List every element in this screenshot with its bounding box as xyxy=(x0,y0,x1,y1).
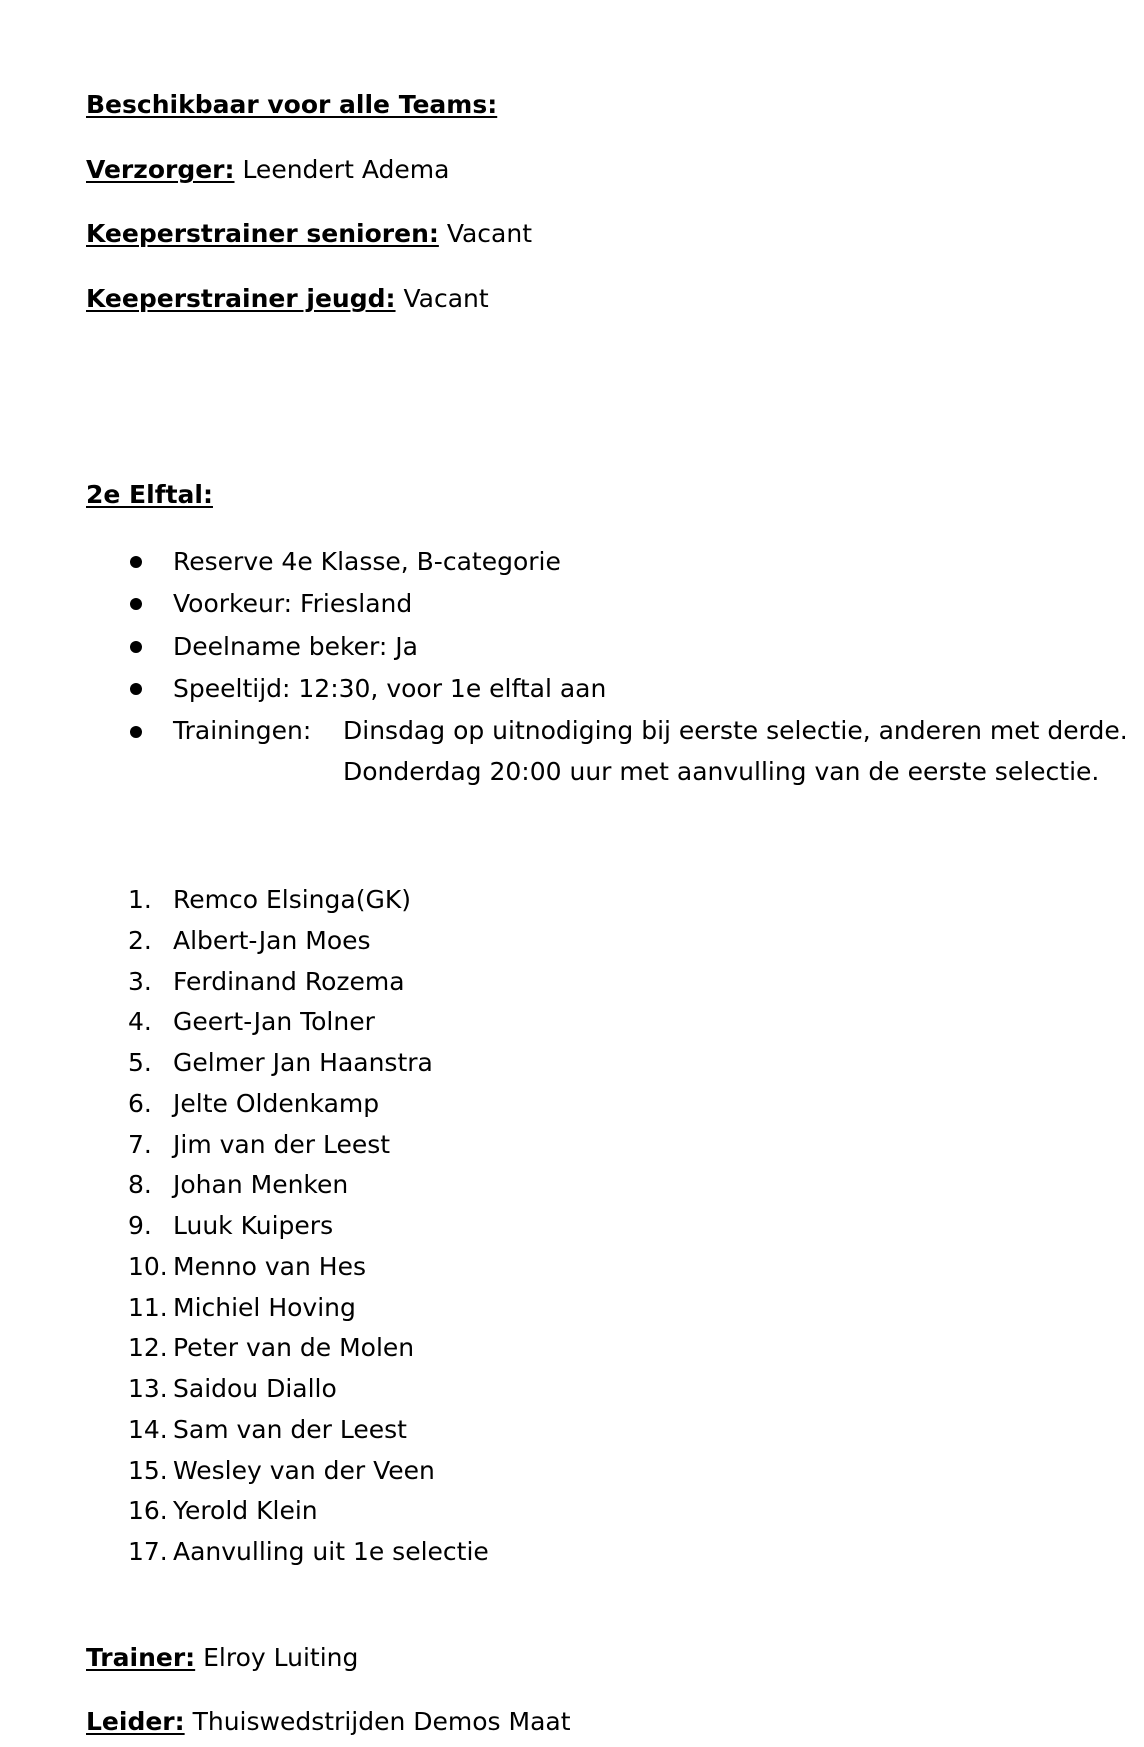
staff-label: Leider: xyxy=(86,1707,185,1736)
player-number: 2. xyxy=(128,926,152,955)
player-number: 11. xyxy=(128,1293,168,1322)
player-name: Peter van de Molen xyxy=(173,1333,415,1362)
role-label: Keeperstrainer jeugd: xyxy=(86,284,396,313)
player-number: 10. xyxy=(128,1252,168,1281)
player-number: 4. xyxy=(128,1007,152,1036)
player-number: 17. xyxy=(128,1537,168,1566)
bullet-item: Speeltijd: 12:30, voor 1e elftal aan xyxy=(173,674,607,703)
staff-label: Trainer: xyxy=(86,1643,196,1672)
bullet-item: Deelname beker: Ja xyxy=(173,632,418,661)
role-label: Keeperstrainer senioren: xyxy=(86,219,439,248)
player-name: Menno van Hes xyxy=(173,1252,366,1281)
staff-leider xyxy=(86,1707,571,1737)
player-name: Jim van der Leest xyxy=(173,1130,391,1159)
player-name: Saidou Diallo xyxy=(173,1374,337,1403)
player-number: 13. xyxy=(128,1374,168,1403)
role-value: Vacant xyxy=(395,284,489,313)
team-heading-text: 2e Elftal: xyxy=(86,480,213,509)
player-name: Albert-Jan Moes xyxy=(173,926,371,955)
player-name: Aanvulling uit 1e selectie xyxy=(173,1537,489,1566)
general-heading xyxy=(86,90,497,120)
player-number: 5. xyxy=(128,1048,152,1077)
bullet-dot xyxy=(130,598,142,610)
player-name: Jelte Oldenkamp xyxy=(173,1089,380,1118)
player-number: 7. xyxy=(128,1130,152,1159)
player-number: 16. xyxy=(128,1496,168,1525)
player-number: 15. xyxy=(128,1456,168,1485)
player-name: Gelmer Jan Haanstra xyxy=(173,1048,433,1077)
player-name: Luuk Kuipers xyxy=(173,1211,334,1240)
bullet-dot xyxy=(130,726,142,738)
role-keeperstrainer-senioren xyxy=(86,219,532,249)
role-keeperstrainer-jeugd xyxy=(86,284,489,314)
bullet-item: Voorkeur: Friesland xyxy=(173,589,413,618)
trainingen-label: Trainingen: xyxy=(173,716,312,745)
player-name: Johan Menken xyxy=(173,1170,349,1199)
player-number: 12. xyxy=(128,1333,168,1362)
general-heading-text: Beschikbaar voor alle Teams: xyxy=(86,90,498,119)
player-name: Remco Elsinga(GK) xyxy=(173,885,411,914)
role-verzorger xyxy=(86,155,449,185)
player-name: Michiel Hoving xyxy=(173,1293,356,1322)
staff-trainer xyxy=(86,1643,358,1673)
player-name: Ferdinand Rozema xyxy=(173,967,405,996)
bullet-dot xyxy=(130,641,142,653)
staff-value: Elroy Luiting xyxy=(195,1643,359,1672)
player-number: 6. xyxy=(128,1089,152,1118)
trainingen-line: Dinsdag op uitnodiging bij eerste selectie, anderen met derde. xyxy=(343,716,1128,745)
player-name: Geert-Jan Tolner xyxy=(173,1007,375,1036)
role-label: Verzorger: xyxy=(86,155,235,184)
player-name: Wesley van der Veen xyxy=(173,1456,435,1485)
player-number: 9. xyxy=(128,1211,152,1240)
trainingen-line: Donderdag 20:00 uur met aanvulling van de eerste selectie. xyxy=(343,757,1100,786)
role-value: Vacant xyxy=(438,219,533,248)
player-number: 14. xyxy=(128,1415,168,1444)
role-value: Leendert Adema xyxy=(234,155,450,184)
player-name: Yerold Klein xyxy=(173,1496,318,1525)
bullet-dot xyxy=(130,683,142,695)
bullet-item: Reserve 4e Klasse, B-categorie xyxy=(173,547,561,576)
player-number: 8. xyxy=(128,1170,152,1199)
team-heading xyxy=(86,480,213,510)
player-number: 1. xyxy=(128,885,152,914)
player-name: Sam van der Leest xyxy=(173,1415,407,1444)
staff-value: Thuiswedstrijden Demos Maat xyxy=(184,1707,571,1736)
player-number: 3. xyxy=(128,967,152,996)
bullet-dot xyxy=(130,556,142,568)
